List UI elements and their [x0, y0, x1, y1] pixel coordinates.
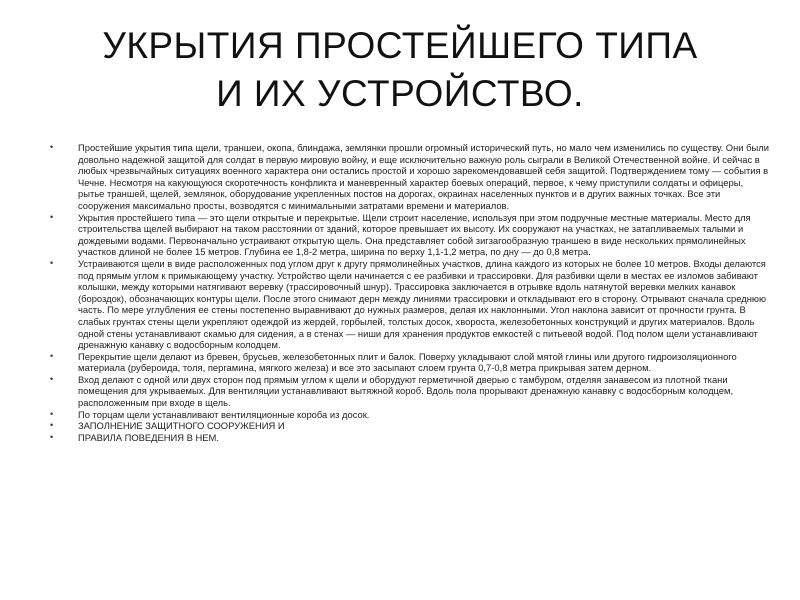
bullet-text: ЗАПОЛНЕНИЕ ЗАЩИТНОГО СООРУЖЕНИЯ И: [78, 420, 285, 432]
bullet-item: [50, 142, 772, 212]
bullet-icon: •: [50, 373, 54, 384]
bullet-icon: •: [50, 431, 54, 442]
bullet-list: [50, 142, 772, 443]
bullet-text: ПРАВИЛА ПОВЕДЕНИЯ В НЕМ.: [78, 431, 219, 443]
bullet-text: Простейшие укрытия типа щели, траншеи, окопа, блиндажа, землянки прошли огромный исторический путь, но мало чем изменились по существу. Они были довольно надежной защитой для солдат в первую мировую войну, и еще исключительно важную роль сыграли в Великой Отечественной войне. И сейчас в любых чрезвычайных ситуациях военного характера они остались простой и хорошо зарекомендовавшей себя защитой. Подтверждением тому — события в Чечне. Несмотря на какующуюся скоротечность конфликта и маневренный характер боевых операций, первое, к чему приступили солдаты и офицеры, рытье траншей, щелей, землянок, оборудование укрепленных постов на дорогах, окраинах населенных пунктов и в других важных точках. Все эти сооружения максимально просты, возводятся с минимальными затратами времени и материалов.: [78, 142, 769, 211]
bullet-item: [50, 420, 772, 432]
slide-title-line-2: И ИХ УСТРОЙСТВО.: [216, 73, 584, 114]
bullet-icon: •: [50, 420, 54, 431]
slide-title-line-1: УКРЫТИЯ ПРОСТЕЙШЕГО ТИПА: [102, 25, 698, 66]
bullet-icon: •: [50, 211, 54, 222]
bullet-text: Вход делают с одной или двух сторон под прямым углом к щели и оборудуют герметичной дверью с тамбуром, отделяя занавесом из плотной ткани помещения для укрываемых. Для вентиляции устанавливают вытяжной короб. Вдоль пола прорывают дренажную канавку с водосборным колодцем, расположенным при входе в щель.: [78, 373, 734, 409]
bullet-icon: •: [50, 408, 54, 419]
bullet-item: [50, 258, 772, 351]
bullet-icon: •: [50, 257, 54, 268]
bullet-text: По торцам щели устанавливают вентиляционные короба из досок.: [78, 408, 370, 420]
bullet-item: [50, 374, 772, 409]
bullet-icon: •: [50, 142, 54, 152]
slide-title: [20, 22, 780, 118]
bullet-item: [50, 432, 772, 444]
bullet-text: Укрытия простейшего типа — это щели открытые и перекрытые. Щели строит население, используя при этом подручные местные материалы. Место для строительства щелей выбирают на таком расстоянии от зданий, которое превышает их высоту. Их сооружают на участках, не затапливаемых талыми и дождевыми водами. Первоначально устраивают открытую щель. Она представляет собой зигзагообразную траншею в виде нескольких прямолинейных участков длиной не более 15 метров. Глубина ее 1,8-2 метра, ширина по верху 1,1-1,2 метра, по дну — до 0,8 метра.: [78, 211, 751, 258]
bullet-item: [50, 212, 772, 258]
bullet-icon: •: [50, 350, 54, 361]
bullet-item: [50, 351, 772, 374]
bullet-item: [50, 409, 772, 421]
bullet-text: Перекрытие щели делают из бревен, брусьев, железобетонных плит и балок. Поверху укладывают слой мятой глины или другого гидроизоляционного материала (рубероида, толя, пергамина, мягкого железа) и все это засыпают слоем грунта 0,7-0,8 метра прикрывая затем дерном.: [78, 350, 737, 374]
bullet-text: Устраиваются щели в виде расположенных под углом друг к другу прямолинейных участков, длина каждого из которых не более 10 метров. Входы делаются под прямым углом к примыкающему участку. Устройство щели начинается с ее разбивки и трассировки. Для разбивки щели в местах ее изломов забивают колышки, между которыми натягивают веревку (трассировочный шнур). Трассировка заключается в отрывке вдоль натянутой веревки мелких канавок (бороздок), обозначающих контуры щели. После этого снимают дерн между линиями трассировки и откладывают его в сторону. Отрывают сначала среднюю часть. По мере углубления ее стены постепенно выравнивают до нужных размеров, делая их наклонными. Угол наклона зависит от прочности грунта. В слабых грунтах стены щели укрепляют одеждой из жердей, горбылей, толстых досок, хвороста, железобетонных конструкций и других материалов. Вдоль одной стены устанавливают скамью для сидения, а в стенах — ниши для хранения продуктов емкостей с питьевой водой. Под полом щели устанавливают дренажную канавку с водосборным колодцем.: [78, 257, 766, 351]
